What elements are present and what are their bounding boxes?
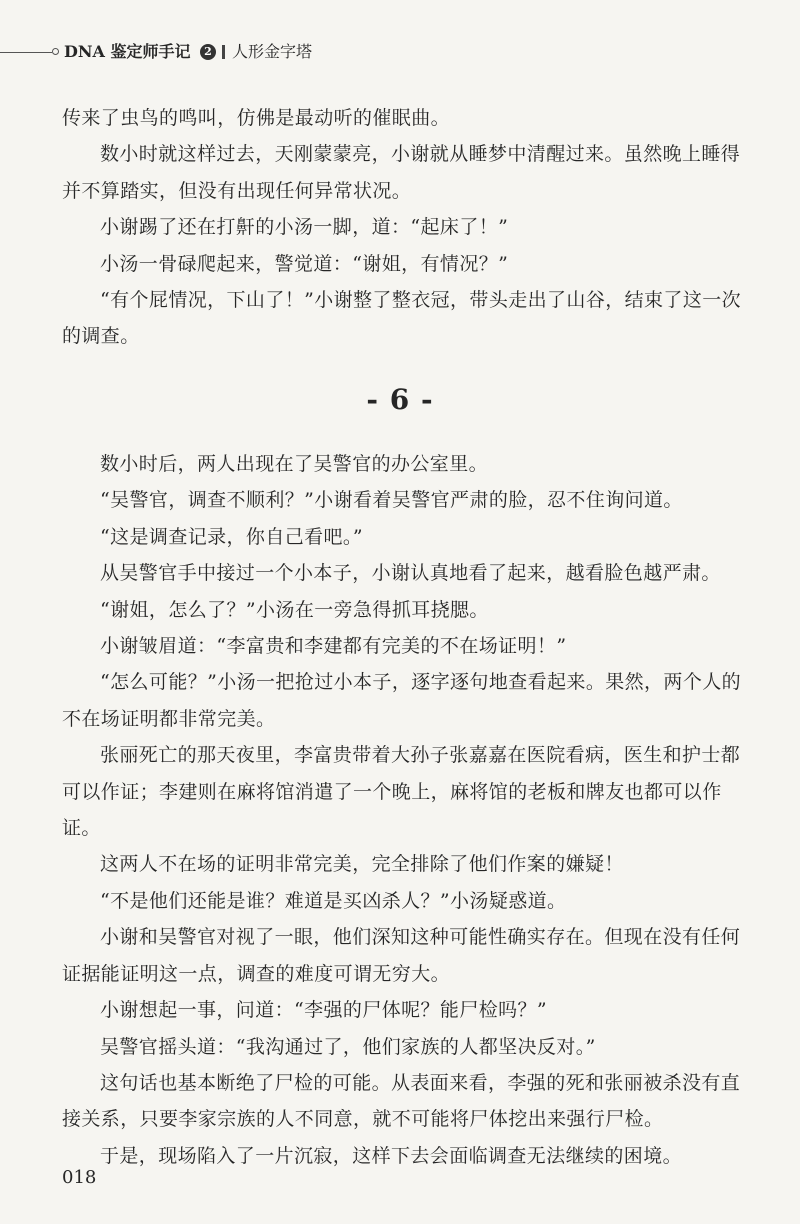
- paragraph: “吴警官，调查不顺利？”小谢看着吴警官严肃的脸，忍不住询问道。: [100, 489, 683, 512]
- page-number: 018: [62, 1167, 97, 1188]
- paragraph: 小谢皱眉道：“李富贵和李建都有完美的不在场证明！”: [100, 635, 567, 658]
- paragraph: 小谢踢了还在打鼾的小汤一脚，道：“起床了！”: [100, 216, 509, 239]
- header-rule: [0, 52, 52, 53]
- paragraph: “这是调查记录，你自己看吧。”: [100, 525, 363, 548]
- paragraph-continued: 传来了虫鸟的鸣叫，仿佛是最动听的催眠曲。: [62, 107, 451, 129]
- body-text-after-chapter: [62, 446, 752, 1174]
- paragraph: “有个屁情况，下山了！”小谢整了整衣冠，带头走出了山谷，结束了这一次的调查。: [62, 289, 742, 348]
- paragraph: 这句话也基本断绝了尸检的可能。从表面来看，李强的死和张丽被杀没有直接关系，只要李家宗族的人不同意，就不可能将尸体挖出来强行尸检。: [62, 1071, 741, 1131]
- book-title: 人形金字塔: [232, 42, 313, 61]
- paragraph: 数小时就这样过去，天刚蒙蒙亮，小谢就从睡梦中清醒过来。虽然晚上睡得并不算踏实，但没有出现任何异常状况。: [62, 143, 741, 202]
- chapter-number: - 6 -: [366, 383, 434, 416]
- volume-badge: 2: [200, 44, 216, 60]
- paragraph: 小谢和吴警官对视了一眼，他们深知这种可能性确实存在。但现在没有任何证据能证明这一点，调查的难度可谓无穷大。: [62, 926, 741, 985]
- paragraph: 这两人不在场的证明非常完美，完全排除了他们作案的嫌疑！: [100, 853, 624, 876]
- paragraph: “怎么可能？”小汤一把抢过小本子，逐字逐句地查看起来。果然，两个人的不在场证明都非常完美。: [62, 671, 742, 730]
- paragraph: 于是，现场陷入了一片沉寂，这样下去会面临调查无法继续的困境。: [100, 1144, 683, 1167]
- paragraph: 从吴警官手中接过一个小本子，小谢认真地看了起来，越看脸色越严肃。: [100, 562, 721, 585]
- body-text-before-chapter: [62, 100, 752, 355]
- header-circle-ornament: [52, 48, 59, 55]
- paragraph: “谢姐，怎么了？”小汤在一旁急得抓耳挠腮。: [100, 598, 489, 621]
- running-header: [0, 40, 800, 64]
- paragraph: “不是他们还能是谁？难道是买凶杀人？”小汤疑惑道。: [100, 889, 567, 912]
- paragraph: 小谢想起一事，问道：“李强的尸体呢？能尸检吗？”: [100, 999, 548, 1022]
- series-title: DNA 鉴定师手记: [64, 42, 191, 61]
- paragraph: 吴警官摇头道：“我沟通过了，他们家族的人都坚决反对。”: [100, 1035, 596, 1058]
- header-separator: [222, 45, 225, 59]
- paragraph: 数小时后，两人出现在了吴警官的办公室里。: [100, 453, 489, 475]
- paragraph: 小汤一骨碌爬起来，警觉道：“谢姐，有情况？”: [100, 252, 509, 275]
- paragraph: 张丽死亡的那天夜里，李富贵带着大孙子张嘉嘉在医院看病，医生和护士都可以作证；李建则在麻将馆消遣了一个晚上，麻将馆的老板和牌友也都可以作证。: [62, 744, 741, 840]
